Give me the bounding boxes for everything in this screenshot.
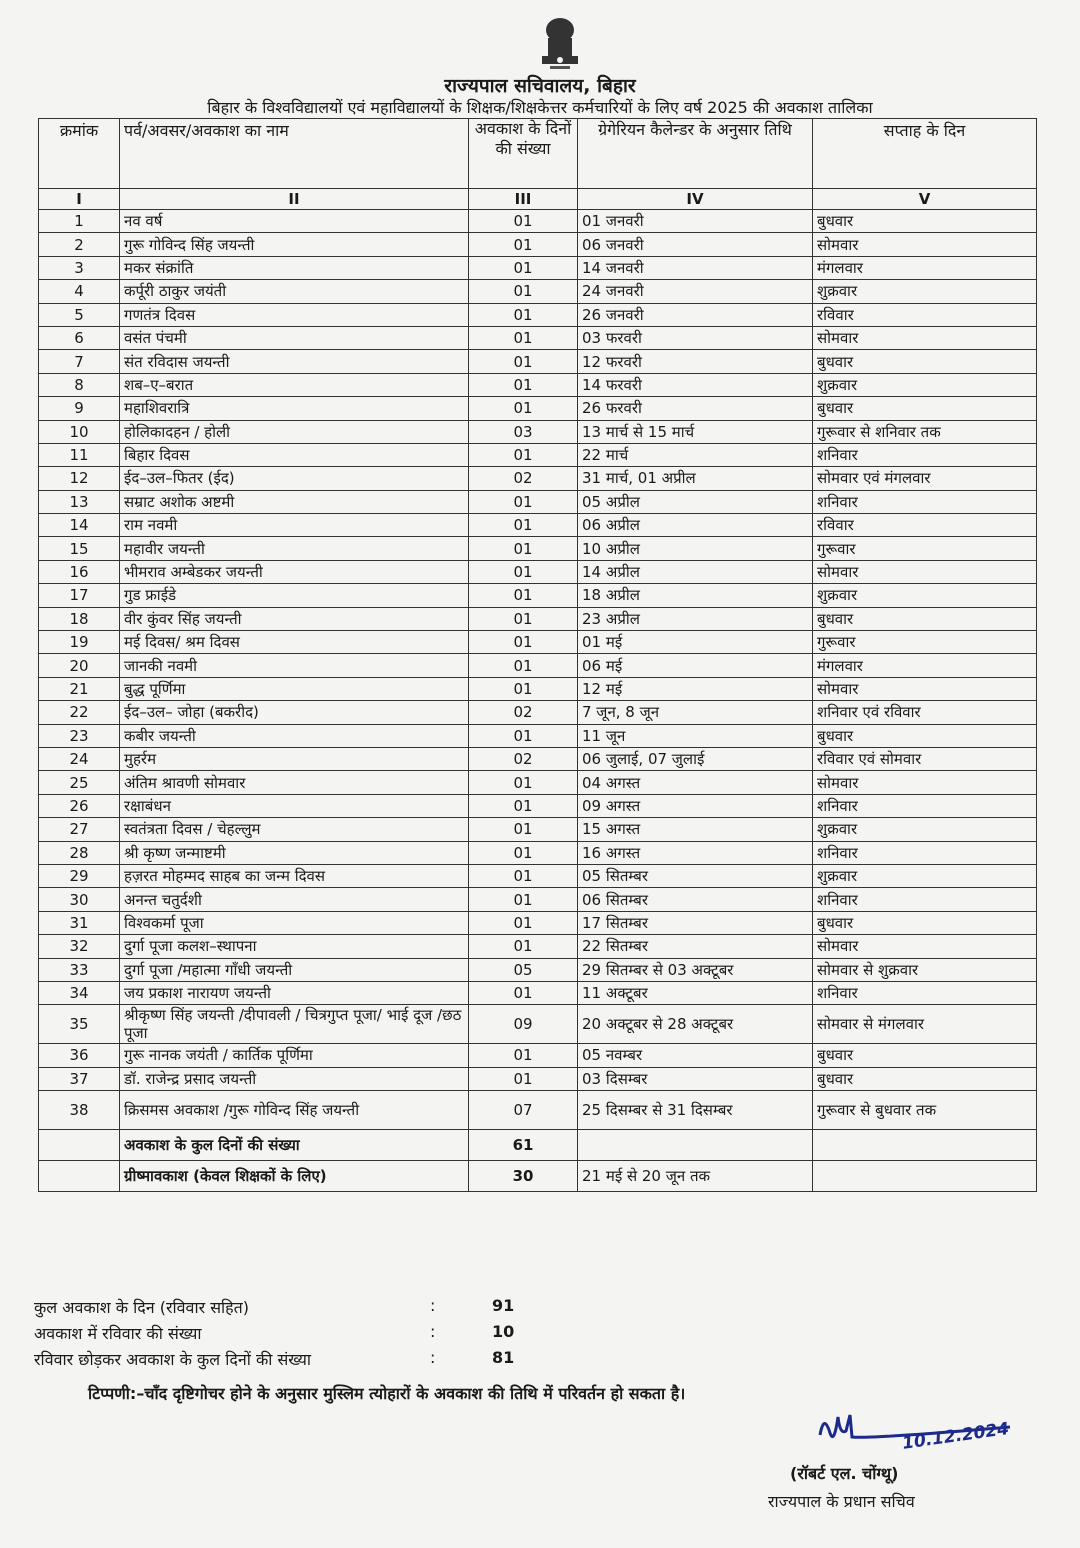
date-cell: 22 मार्च [578,443,813,466]
holiday-name-cell: स्वतंत्रता दिवस / चेहल्लुम [120,818,469,841]
weekday-cell: सोमवार से मंगलवार [813,1005,1037,1044]
table-row [39,467,1037,490]
serial-cell: 8 [39,373,120,396]
roman-i: I [39,189,120,210]
weekday-cell: शुक्रवार [813,280,1037,303]
weekday-cell: गुरूवार [813,631,1037,654]
weekday-cell: सोमवार [813,560,1037,583]
holiday-name-cell: जानकी नवमी [120,654,469,677]
days-count-cell: 01 [469,256,578,279]
weekday-cell: शनिवार [813,981,1037,1004]
date-cell: 05 सितम्बर [578,864,813,887]
date-cell: 20 अक्टूबर से 28 अक्टूबर [578,1005,813,1044]
holiday-name-cell: डॉ. राजेन्द्र प्रसाद जयन्ती [120,1067,469,1090]
table-row [39,537,1037,560]
table-row [39,1091,1037,1130]
table-row [39,326,1037,349]
col-header-days: अवकाश के दिनों की संख्या [469,119,578,189]
table-row [39,420,1037,443]
date-cell: 17 सितम्बर [578,911,813,934]
holiday-name-cell: कबीर जयन्ती [120,724,469,747]
serial-cell: 26 [39,794,120,817]
summary-colon: : [430,1322,436,1341]
serial-cell: 23 [39,724,120,747]
table-header-row [39,119,1037,189]
date-cell: 14 अप्रील [578,560,813,583]
holiday-table [38,118,1037,1192]
weekday-cell: बुधवार [813,1044,1037,1067]
holiday-name-cell: गणतंत्र दिवस [120,303,469,326]
days-count-cell: 01 [469,818,578,841]
serial-cell: 1 [39,210,120,233]
weekday-cell: शनिवार एवं रविवार [813,701,1037,724]
serial-cell: 14 [39,514,120,537]
table-row [39,794,1037,817]
days-count-cell: 05 [469,958,578,981]
weekday-cell: बुधवार [813,397,1037,420]
days-count-cell: 01 [469,280,578,303]
serial-cell: 18 [39,607,120,630]
date-cell: 06 सितम्बर [578,888,813,911]
serial-cell: 2 [39,233,120,256]
days-count-cell: 01 [469,1067,578,1090]
date-cell: 05 नवम्बर [578,1044,813,1067]
date-cell: 13 मार्च से 15 मार्च [578,420,813,443]
table-row [39,935,1037,958]
holiday-name-cell: जय प्रकाश नारायण जयन्ती [120,981,469,1004]
holiday-name-cell: अंतिम श्रावणी सोमवार [120,771,469,794]
date-cell: 01 जनवरी [578,210,813,233]
table-row [39,443,1037,466]
holiday-name-cell: श्रीकृष्ण सिंह जयन्ती /दीपावली / चित्रगुप्त पूजा/ भाई दूज /छठ पूजा [120,1005,469,1044]
weekday-cell: शुक्रवार [813,818,1037,841]
weekday-cell: सोमवार [813,935,1037,958]
table-row [39,280,1037,303]
serial-cell: 5 [39,303,120,326]
serial-cell: 29 [39,864,120,887]
summary-label: रविवार छोड़कर अवकाश के कुल दिनों की संख्या [34,1350,312,1369]
date-cell: 18 अप्रील [578,584,813,607]
days-count-cell: 01 [469,607,578,630]
table-row [39,397,1037,420]
weekday-cell: मंगलवार [813,654,1037,677]
days-count-cell: 01 [469,490,578,513]
holiday-name-cell: मुहर्रम [120,747,469,770]
days-count-cell: 01 [469,350,578,373]
summary-value: 91 [492,1296,515,1315]
days-count-cell: 01 [469,841,578,864]
date-cell: 26 फरवरी [578,397,813,420]
serial-cell: 7 [39,350,120,373]
col-header-weekday: सप्ताह के दिन [813,119,1037,189]
footnote: टिप्पणी:–चाँद दृष्टिगोचर होने के अनुसार मुस्लिम त्योहारों के अवकाश की तिथि में परिवर्तन हो सकता है। [88,1384,686,1403]
holiday-name-cell: गुरू गोविन्द सिंह जयन्ती [120,233,469,256]
serial-cell: 22 [39,701,120,724]
date-cell: 26 जनवरी [578,303,813,326]
serial-cell: 13 [39,490,120,513]
holiday-name-cell: दुर्गा पूजा /महात्मा गाँधी जयन्ती [120,958,469,981]
table-row [39,607,1037,630]
weekday-cell: सोमवार [813,677,1037,700]
days-count-cell: 01 [469,514,578,537]
days-count-cell: 01 [469,794,578,817]
days-count-cell: 09 [469,1005,578,1044]
serial-cell: 27 [39,818,120,841]
roman-iii: III [469,189,578,210]
holiday-name-cell: कर्पूरी ठाकुर जयंती [120,280,469,303]
days-count-cell: 01 [469,584,578,607]
national-emblem-icon [528,12,592,76]
table-row [39,818,1037,841]
days-count-cell: 01 [469,443,578,466]
serial-cell: 35 [39,1005,120,1044]
total-row [39,1130,1037,1161]
weekday-cell: शनिवार [813,841,1037,864]
total-blank-cell [39,1161,120,1192]
serial-cell: 20 [39,654,120,677]
table-row [39,560,1037,583]
holiday-name-cell: नव वर्ष [120,210,469,233]
table-row [39,771,1037,794]
summary-block [34,1296,554,1374]
roman-ii: II [120,189,469,210]
table-row [39,701,1037,724]
weekday-cell: रविवार एवं सोमवार [813,747,1037,770]
date-cell: 11 अक्टूबर [578,981,813,1004]
weekday-cell: शुक्रवार [813,584,1037,607]
serial-cell: 37 [39,1067,120,1090]
total-blank-cell [39,1130,120,1161]
holiday-name-cell: वसंत पंचमी [120,326,469,349]
summary-sundays [34,1322,554,1348]
days-count-cell: 01 [469,724,578,747]
total-label-cell: अवकाश के कुल दिनों की संख्या [120,1130,469,1161]
table-row [39,1067,1037,1090]
weekday-cell: शुक्रवार [813,373,1037,396]
table-row [39,981,1037,1004]
weekday-cell: सोमवार [813,233,1037,256]
document-title: बिहार के विश्वविद्यालयों एवं महाविद्यालयों के शिक्षक/शिक्षकेत्तर कर्मचारियों के लिए वर्ष 2025 की अवकाश तालिका [207,98,873,117]
table-row [39,677,1037,700]
serial-cell: 12 [39,467,120,490]
holiday-name-cell: विश्वकर्मा पूजा [120,911,469,934]
date-cell: 05 अप्रील [578,490,813,513]
weekday-cell: शुक्रवार [813,864,1037,887]
holiday-name-cell: भीमराव अम्बेडकर जयन्ती [120,560,469,583]
days-count-cell: 01 [469,631,578,654]
summary-excluding-sundays [34,1348,554,1374]
holiday-name-cell: रक्षाबंधन [120,794,469,817]
serial-cell: 15 [39,537,120,560]
weekday-cell: शनिवार [813,443,1037,466]
date-cell: 15 अगस्त [578,818,813,841]
date-cell: 06 मई [578,654,813,677]
summary-label: कुल अवकाश के दिन (रविवार सहित) [34,1298,250,1317]
weekday-cell: गुरूवार से बुधवार तक [813,1091,1037,1130]
date-cell: 31 मार्च, 01 अप्रील [578,467,813,490]
date-cell: 29 सितम्बर से 03 अक्टूबर [578,958,813,981]
serial-cell: 33 [39,958,120,981]
col-header-date: ग्रेगेरियन कैलेन्डर के अनुसार तिथि [578,119,813,189]
office-title: राज्यपाल सचिवालय, बिहार [444,75,636,97]
holiday-name-cell: शब–ए–बरात [120,373,469,396]
summary-colon: : [430,1348,436,1367]
serial-cell: 17 [39,584,120,607]
days-count-cell: 01 [469,935,578,958]
col-header-serial: क्रमांक [39,119,120,189]
serial-cell: 21 [39,677,120,700]
serial-cell: 11 [39,443,120,466]
weekday-cell: रविवार [813,514,1037,537]
date-cell: 14 जनवरी [578,256,813,279]
date-cell: 03 फरवरी [578,326,813,349]
total-days-cell: 61 [469,1130,578,1161]
days-count-cell: 01 [469,911,578,934]
days-count-cell: 01 [469,654,578,677]
table-body [39,189,1037,1192]
table-row [39,490,1037,513]
date-cell: 11 जून [578,724,813,747]
holiday-name-cell: हज़रत मोहम्मद साहब का जन्म दिवस [120,864,469,887]
table-row [39,1005,1037,1044]
date-cell: 22 सितम्बर [578,935,813,958]
serial-cell: 31 [39,911,120,934]
weekday-cell: शनिवार [813,794,1037,817]
table-row [39,888,1037,911]
table-row [39,210,1037,233]
roman-iv: IV [578,189,813,210]
total-date-cell [578,1130,813,1161]
days-count-cell: 02 [469,467,578,490]
date-cell: 04 अगस्त [578,771,813,794]
days-count-cell: 02 [469,747,578,770]
signatory-designation: राज्यपाल के प्रधान सचिव [768,1492,915,1511]
days-count-cell: 01 [469,326,578,349]
table-row [39,958,1037,981]
weekday-cell: सोमवार [813,326,1037,349]
date-cell: 25 दिसम्बर से 31 दिसम्बर [578,1091,813,1130]
holiday-name-cell: बिहार दिवस [120,443,469,466]
weekday-cell: मंगलवार [813,256,1037,279]
days-count-cell: 01 [469,677,578,700]
weekday-cell: बुधवार [813,911,1037,934]
weekday-cell: सोमवार एवं मंगलवार [813,467,1037,490]
date-cell: 7 जून, 8 जून [578,701,813,724]
holiday-name-cell: मई दिवस/ श्रम दिवस [120,631,469,654]
days-count-cell: 01 [469,1044,578,1067]
table-row [39,256,1037,279]
summary-label: अवकाश में रविवार की संख्या [34,1324,202,1343]
days-count-cell: 01 [469,888,578,911]
date-cell: 06 जुलाई, 07 जुलाई [578,747,813,770]
date-cell: 01 मई [578,631,813,654]
holiday-name-cell: बुद्ध पूर्णिमा [120,677,469,700]
table-row [39,373,1037,396]
days-count-cell: 01 [469,560,578,583]
days-count-cell: 07 [469,1091,578,1130]
holiday-name-cell: ईद–उल– जोहा (बकरीद) [120,701,469,724]
weekday-cell: बुधवार [813,210,1037,233]
signature-image [810,1405,1020,1455]
serial-cell: 28 [39,841,120,864]
total-days-cell: 30 [469,1161,578,1192]
summary-value: 10 [492,1322,515,1341]
holiday-name-cell: सम्राट अशोक अष्टमी [120,490,469,513]
weekday-cell: रविवार [813,303,1037,326]
serial-cell: 24 [39,747,120,770]
weekday-cell: गुरूवार से शनिवार तक [813,420,1037,443]
serial-cell: 3 [39,256,120,279]
table-row [39,303,1037,326]
total-label-cell: ग्रीष्मावकाश (केवल शिक्षकों के लिए) [120,1161,469,1192]
summary-total-days [34,1296,554,1322]
table-row [39,864,1037,887]
svg-text:10.12.2024: 10.12.2024 [901,1419,1011,1454]
days-count-cell: 01 [469,537,578,560]
date-cell: 10 अप्रील [578,537,813,560]
serial-cell: 19 [39,631,120,654]
table-row [39,584,1037,607]
date-cell: 23 अप्रील [578,607,813,630]
date-cell: 03 दिसम्बर [578,1067,813,1090]
holiday-name-cell: गुड फ्राईडे [120,584,469,607]
holiday-name-cell: वीर कुंवर सिंह जयन्ती [120,607,469,630]
date-cell: 09 अगस्त [578,794,813,817]
holiday-name-cell: राम नवमी [120,514,469,537]
total-date-cell: 21 मई से 20 जून तक [578,1161,813,1192]
holiday-name-cell: ईद–उल–फितर (ईद) [120,467,469,490]
total-weekday-cell [813,1130,1037,1161]
holiday-name-cell: होलिकादहन / होली [120,420,469,443]
holiday-name-cell: गुरू नानक जयंती / कार्तिक पूर्णिमा [120,1044,469,1067]
weekday-cell: सोमवार [813,771,1037,794]
table-row [39,841,1037,864]
weekday-cell: गुरूवार [813,537,1037,560]
serial-cell: 9 [39,397,120,420]
date-cell: 06 जनवरी [578,233,813,256]
total-row [39,1161,1037,1192]
serial-cell: 16 [39,560,120,583]
date-cell: 12 मई [578,677,813,700]
serial-cell: 4 [39,280,120,303]
days-count-cell: 01 [469,397,578,420]
date-cell: 14 फरवरी [578,373,813,396]
signatory-name: (रॉबर्ट एल. चोंग्थू) [790,1464,899,1483]
holiday-name-cell: महावीर जयन्ती [120,537,469,560]
days-count-cell: 01 [469,864,578,887]
table-row [39,724,1037,747]
table-row [39,514,1037,537]
table-row [39,233,1037,256]
serial-cell: 6 [39,326,120,349]
serial-cell: 34 [39,981,120,1004]
date-cell: 06 अप्रील [578,514,813,537]
serial-cell: 38 [39,1091,120,1130]
date-cell: 16 अगस्त [578,841,813,864]
holiday-name-cell: मकर संक्रांति [120,256,469,279]
table-row [39,350,1037,373]
days-count-cell: 01 [469,233,578,256]
weekday-cell: बुधवार [813,607,1037,630]
date-cell: 24 जनवरी [578,280,813,303]
weekday-cell: बुधवार [813,1067,1037,1090]
total-weekday-cell [813,1161,1037,1192]
days-count-cell: 01 [469,981,578,1004]
table-row [39,654,1037,677]
table-row [39,631,1037,654]
col-header-name: पर्व/अवसर/अवकाश का नाम [120,119,469,189]
table-row [39,747,1037,770]
holiday-name-cell: संत रविदास जयन्ती [120,350,469,373]
days-count-cell: 02 [469,701,578,724]
holiday-name-cell: महाशिवरात्रि [120,397,469,420]
table-row [39,1044,1037,1067]
serial-cell: 36 [39,1044,120,1067]
roman-v: V [813,189,1037,210]
days-count-cell: 01 [469,771,578,794]
holiday-name-cell: श्री कृष्ण जन्माष्टमी [120,841,469,864]
holiday-name-cell: क्रिसमस अवकाश /गुरू गोविन्द सिंह जयन्ती [120,1091,469,1130]
holiday-name-cell: अनन्त चतुर्दशी [120,888,469,911]
weekday-cell: बुधवार [813,724,1037,747]
days-count-cell: 01 [469,210,578,233]
days-count-cell: 01 [469,373,578,396]
days-count-cell: 01 [469,303,578,326]
serial-cell: 32 [39,935,120,958]
weekday-cell: बुधवार [813,350,1037,373]
roman-numeral-row [39,189,1037,210]
serial-cell: 30 [39,888,120,911]
date-cell: 12 फरवरी [578,350,813,373]
summary-colon: : [430,1296,436,1315]
weekday-cell: शनिवार [813,490,1037,513]
weekday-cell: शनिवार [813,888,1037,911]
days-count-cell: 03 [469,420,578,443]
summary-value: 81 [492,1348,515,1367]
serial-cell: 25 [39,771,120,794]
serial-cell: 10 [39,420,120,443]
weekday-cell: सोमवार से शुक्रवार [813,958,1037,981]
holiday-name-cell: दुर्गा पूजा कलश–स्थापना [120,935,469,958]
table-row [39,911,1037,934]
